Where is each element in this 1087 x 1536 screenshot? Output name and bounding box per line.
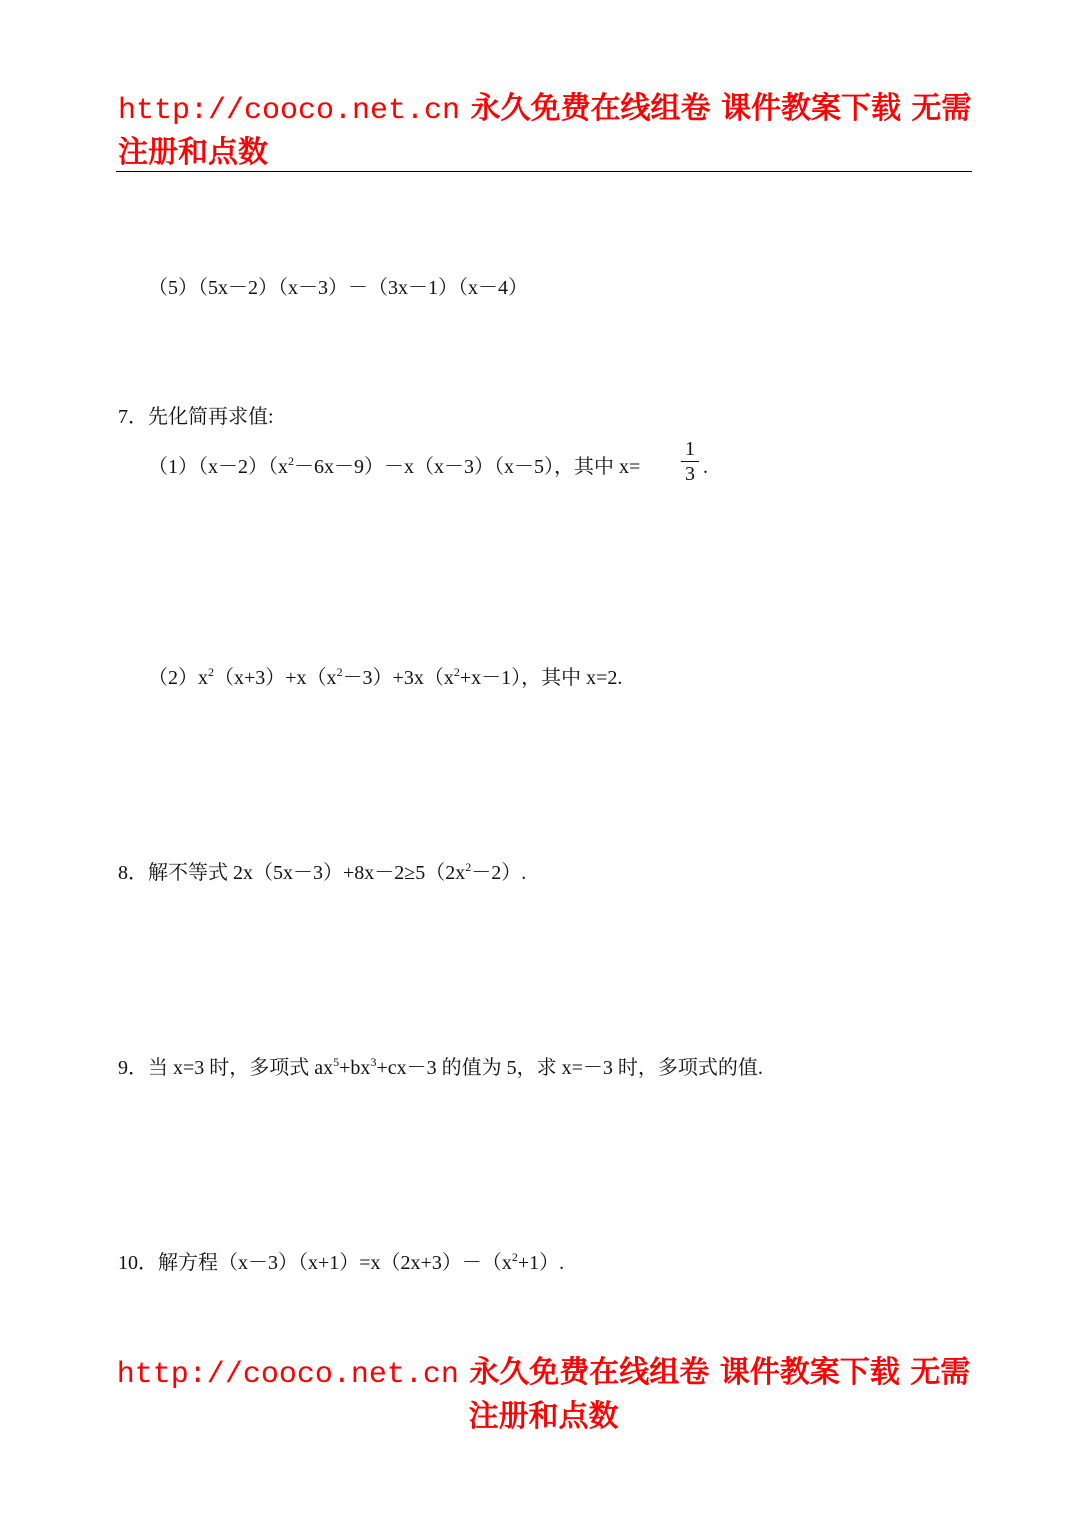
problem-7-1-end: . [703,456,708,478]
problem-7-2-text-a: （2）x [148,667,208,689]
problem-6-5 [148,275,528,301]
problem-7-2 [148,665,622,691]
fraction-denominator: 3 [685,463,695,485]
problem-7-1-text-b: －6x－9）－x（x－3）（x－5），其中 x= [294,456,641,478]
footer-tagline: 永久免费在线组卷 课件教案下载 无需注册和点数 [458,1355,971,1434]
problem-7-1-text-a: （1）（x－2）（x [148,456,288,478]
footer-banner [110,1352,977,1437]
header-url-link[interactable]: http://cooco.net.cn [118,94,461,128]
problem-8-text-a: 8．解不等式 2x（5x－3）+8x－2≥5（2x [118,862,466,884]
problem-7-title [118,404,274,430]
header-divider [116,171,972,172]
problem-10 [118,1250,564,1276]
problem-9-text-c: +cx－3 的值为 5，求 x=－3 时，多项式的值. [376,1057,763,1079]
problem-7-2-exponent-3: 2 [453,665,460,679]
problem-8-text-b: －2）. [471,862,527,884]
problem-9-text-b: +bx [339,1057,371,1079]
problem-8 [118,860,526,886]
problem-7-2-text-d: +x－1），其中 x=2. [459,667,623,689]
problem-7-2-exponent-2: 2 [336,665,343,679]
footer-url-link[interactable]: http://cooco.net.cn [116,1358,459,1392]
fraction-numerator: 1 [685,438,695,460]
problem-9-exponent-2: 3 [370,1055,377,1069]
problem-9-text-a: 9．当 x=3 时，多项式 ax [118,1057,334,1079]
problem-10-text-a: 10．解方程（x－3）（x+1）=x（2x+3）－（x [118,1252,512,1274]
problem-9-exponent-1: 5 [333,1055,340,1069]
problem-7-1-exponent: 2 [288,454,294,468]
problem-6-5-text: （5）（5x－2）（x－3）－（3x－1）（x－4） [148,277,528,299]
problem-7-2-text-c: －3）+3x（x [342,667,454,689]
fraction-one-third [681,437,699,486]
header-banner [118,88,980,173]
problem-9 [118,1055,763,1081]
problem-10-text-b: +1）. [517,1252,565,1274]
problem-8-exponent: 2 [465,860,472,874]
problem-7-2-text-b: （x+3）+x（x [214,667,337,689]
problem-7-title-text: 7．先化简再求值: [118,406,274,428]
problem-10-exponent: 2 [511,1250,518,1264]
problem-7-2-exponent-1: 2 [208,665,214,679]
header-tagline: 永久免费在线组卷 课件教案下载 无需注册和点数 [118,91,972,170]
problem-7-1 [148,454,640,480]
